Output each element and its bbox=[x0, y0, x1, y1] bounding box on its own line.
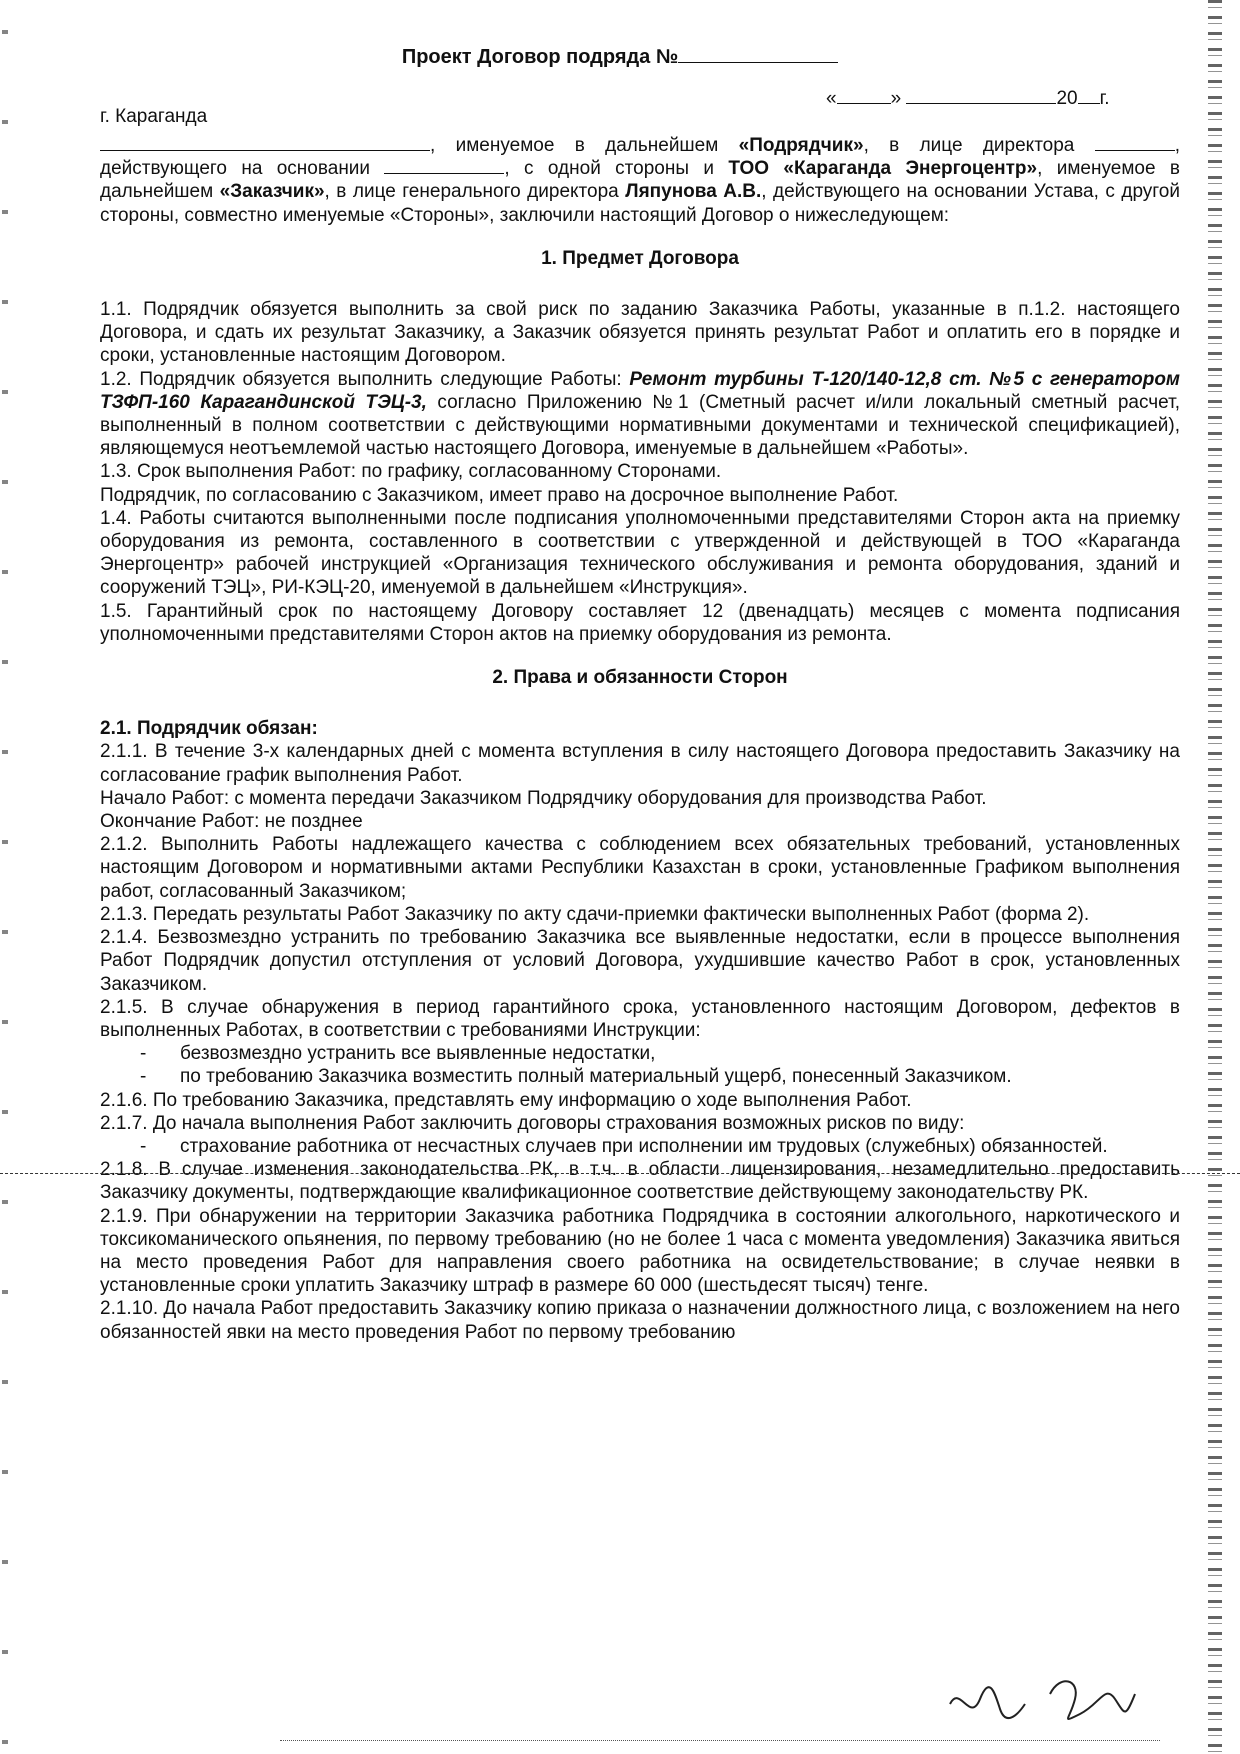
date-line: « » 20 г. bbox=[826, 88, 1110, 109]
basis-blank bbox=[384, 173, 504, 174]
clause-2-1-1-start: Начало Работ: с момента передачи Заказчиком Подрядчику оборудования для производства Работ. bbox=[100, 787, 987, 809]
clause-2-1-6: 2.1.6. По требованию Заказчика, представлять ему информацию о ходе выполнения Работ. bbox=[100, 1089, 912, 1111]
contract-number-blank bbox=[678, 62, 838, 63]
clause-2-1-9: 2.1.9. При обнаружении на территории Заказчика работника Подрядчика в состоянии алкогольного, наркотического и токсикоманического опьянения, по первому требованию (но не более 1 часа с момента уведомления) Заказчика явиться на место проведения Работ для направления своего работника на освидетельствование; в случае неявки в установленные сроки уплатить Заказчику штраф в размере 60 000 (шестьдесят тысяч) тенге. bbox=[100, 1205, 1180, 1297]
clause-2-1-1: 2.1.1. В течение 3-х календарных дней с момента вступления в силу настоящего Договора предоставить Заказчику на согласование график выполнения Работ. bbox=[100, 741, 1180, 786]
clause-2-1-7: 2.1.7. До начала выполнения Работ заключить договоры страхования возможных рисков по виду: bbox=[100, 1112, 965, 1134]
city: г. Караганда bbox=[100, 106, 208, 127]
clause-2-1-4: 2.1.4. Безвозмездно устранить по требованию Заказчика все выявленные недостатки, если в процессе выполнения Работ Подрядчик допустил отступления от условий Договора, ухудшившие качество Работ в срок, установленных Заказчиком. bbox=[100, 927, 1180, 995]
clause-1-4: 1.4. Работы считаются выполненными после подписания уполномоченными представителями Сторон акта на приемку оборудования из ремонта, составленного в соответствии с утвержденной и действующей в ТОО «Караганда Энергоцентр» рабочей инструкцией «Организация технического обслуживания и ремонта оборудования, зданий и сооружений ТЭЦ», РИ-КЭЦ-20, именуемой в дальнейшем «Инструкция». bbox=[100, 507, 1180, 599]
clause-2-1-5-bullet-1: - безвозмездно устранить все выявленные недостатки, bbox=[140, 1043, 656, 1065]
section-1-heading: 1. Предмет Договора bbox=[541, 247, 739, 269]
scan-edge-left bbox=[2, 0, 8, 1754]
clause-1-3: 1.3. Срок выполнения Работ: по графику, согласованному Сторонами. bbox=[100, 461, 722, 483]
clause-2-1-7-bullet-1: - страхование работника от несчастных случаев при исполнении им трудовых (служебных) обязанностей. bbox=[140, 1135, 1108, 1157]
contractor-name-blank bbox=[100, 150, 430, 151]
clause-1-5: 1.5. Гарантийный срок по настоящему Договору составляет 12 (двенадцать) месяцев с момента подписания уполномоченными представителями Сторон актов на приемку оборудования из ремонта. bbox=[100, 600, 1180, 645]
clause-1-1: 1.1. Подрядчик обязуется выполнить за свой риск по заданию Заказчика Работы, указанные в п.1.2. настоящего Договора, и сдать их результат Заказчику, а Заказчик обязуется принять результат Работ и оплатить его в порядке и сроки, установленные настоящим Договором. bbox=[100, 299, 1180, 367]
section-2-heading: 2. Права и обязанности Сторон bbox=[492, 667, 788, 689]
document-title: Проект Договор подряда № bbox=[0, 46, 1240, 69]
clause-2-1-10: 2.1.10. До начала Работ предоставить Заказчику копию приказа о назначении должностного лица, с возложением на него обязанностей явки на место проведения Работ по первому требованию bbox=[100, 1298, 1180, 1343]
clause-2-1-8: 2.1.8. В случае изменения законодательства РК, в т.ч. в области лицензирования, незамедлительно предоставить Заказчику документы, подтверждающие квалификационное соответствие действующему законодательству РК. bbox=[100, 1159, 1180, 1204]
clause-2-1-1-end: Окончание Работ: не позднее bbox=[100, 811, 363, 833]
contract-body bbox=[100, 134, 1180, 1344]
scan-footer-line bbox=[280, 1740, 1160, 1741]
clause-2-1-3: 2.1.3. Передать результаты Работ Заказчику по акту сдачи-приемки фактически выполненных Работ (форма 2). bbox=[100, 903, 1090, 925]
clause-2-1: 2.1. Подрядчик обязан: bbox=[100, 718, 318, 740]
preamble: , именуемое в дальнейшем «Подрядчик», в лице директора , действующего на основании , с одной стороны и ТОО «Караганда Энергоцентр», именуемое в дальнейшем «Заказчик», в лице генерального директора Ляпунова А.В., действующего на основании Устава, с другой стороны, совместно именуемые «Стороны», заключили настоящий Договор о нижеследующем: bbox=[100, 135, 1180, 226]
scan-dashed-line bbox=[0, 1173, 1240, 1174]
clause-1-3-early: Подрядчик, по согласованию с Заказчиком, имеет право на досрочное выполнение Работ. bbox=[100, 484, 899, 506]
clause-2-1-5-bullet-2: - по требованию Заказчика возместить полный материальный ущерб, понесенный Заказчиком. bbox=[140, 1066, 1012, 1088]
clause-2-1-2: 2.1.2. Выполнить Работы надлежащего качества с соблюдением всех обязательных требований, установленных настоящим Договором и нормативными актами Республики Казахстан в сроки, установленные Графиком выполнения работ, согласованный Заказчиком; bbox=[100, 834, 1180, 902]
scan-edge-right bbox=[1208, 0, 1222, 1754]
clause-2-1-5: 2.1.5. В случае обнаружения в период гарантийного срока, установленного настоящим Договором, дефектов в выполненных Работах, в соответствии с требованиями Инструкции: bbox=[100, 996, 1180, 1041]
director-name-blank bbox=[1095, 150, 1175, 151]
handwritten-signatures bbox=[940, 1664, 1140, 1734]
clause-1-2: 1.2. Подрядчик обязуется выполнить следующие Работы: Ремонт турбины Т-120/140-12,8 ст. №5 с генератором ТЗФП-160 Карагандинской ТЭЦ-3, согласно Приложению №1 (Сметный расчет и/или локальный сметный расчет, выполненный в полном соответствии с действующими нормативными документами и технической спецификацией), являющемуся неотъемлемой частью настоящего Договора, именуемые в дальнейшем «Работы». bbox=[100, 368, 1180, 460]
